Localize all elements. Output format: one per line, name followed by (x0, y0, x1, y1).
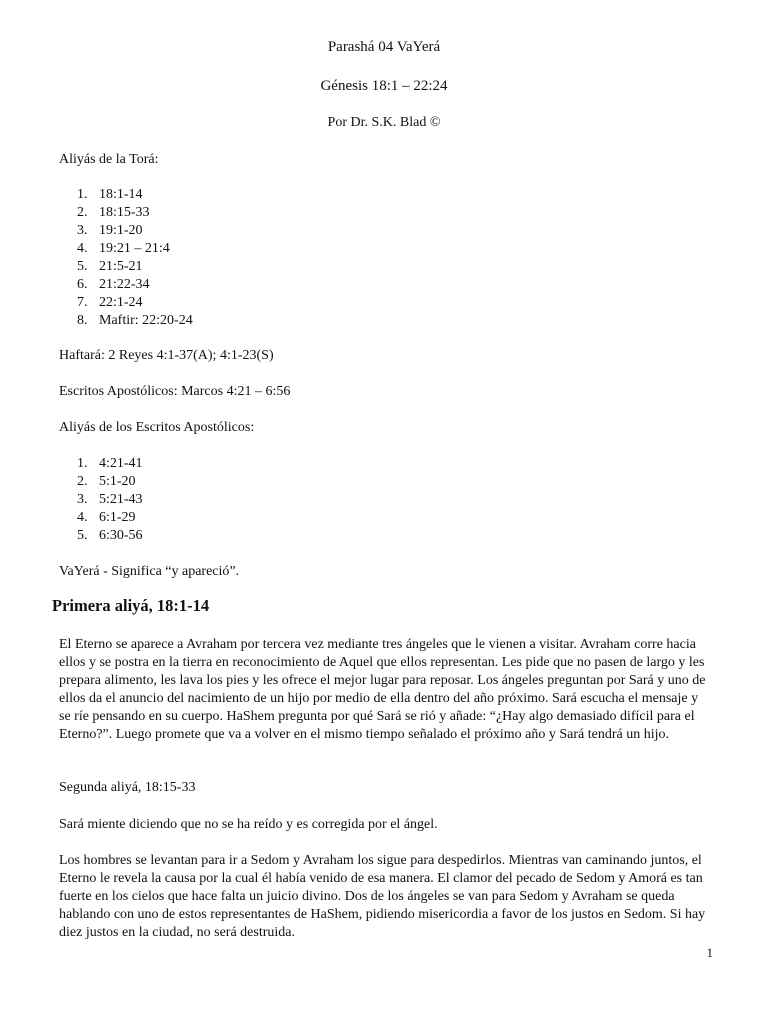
list-text: 4:21-41 (99, 456, 143, 471)
apostolic-aliyot-label: Aliyás de los Escritos Apostólicos: (59, 420, 255, 435)
list-number: 1. (77, 456, 88, 471)
page-number: 1 (706, 945, 713, 960)
list-text: 18:15-33 (99, 205, 150, 220)
list-text: 21:22-34 (99, 277, 150, 292)
author-line: Por Dr. S.K. Blad © (327, 115, 441, 130)
torah-aliyot-list (59, 186, 709, 330)
list-item (59, 258, 709, 276)
list-item (59, 204, 709, 222)
list-text: 5:1-20 (99, 474, 136, 489)
list-item (59, 491, 709, 509)
list-item (59, 186, 709, 204)
list-number: 8. (77, 313, 88, 328)
list-item (59, 312, 709, 330)
scripture-reference: Génesis 18:1 – 22:24 (320, 78, 448, 94)
section-paragraph: Sará miente diciendo que no se ha reído y es corregida por el ángel. (59, 817, 438, 832)
list-text: 18:1-14 (99, 187, 143, 202)
list-number: 4. (77, 510, 88, 525)
list-text: 19:21 – 21:4 (99, 241, 170, 256)
section-paragraph: El Eterno se aparece a Avraham por tercera vez mediante tres ángeles que le vienen a visitar. Avraham corre hacia ellos y se postra en la tierra en reconocimiento de Aquel que ellos representan. Les pide que no pasen de largo y les prepara alimento, les lava los pies y les ofrece el mejor lugar para reposar. Los ángeles preguntan por Sará y uno de ellos da el anuncio del nacimiento de un hijo por medio de ella dentro del año próximo. Sará escucha el mensaje y se ríe pensando en su cuerpo. HaShem pregunta por qué Sará se rió y añade: “¿Hay algo demasiado difícil para el Eterno?”. Luego promete que va a volver en el mismo tiempo señalado el próximo año y Sará tendrá un hijo. (59, 637, 706, 742)
list-number: 6. (77, 277, 88, 292)
list-number: 2. (77, 474, 88, 489)
apostolic-aliyot-list (59, 455, 709, 545)
list-number: 5. (77, 528, 88, 543)
list-text: 6:30-56 (99, 528, 143, 543)
torah-aliyot-label: Aliyás de la Torá: (59, 152, 159, 167)
list-text: 22:1-24 (99, 295, 143, 310)
list-item (59, 473, 709, 491)
list-item (59, 294, 709, 312)
list-number: 4. (77, 241, 88, 256)
list-text: 19:1-20 (99, 223, 143, 238)
list-item (59, 509, 709, 527)
section-heading-primera-aliya: Primera aliyá, 18:1-14 (52, 596, 210, 615)
list-number: 2. (77, 205, 88, 220)
list-item (59, 240, 709, 258)
list-number: 5. (77, 259, 88, 274)
list-text: Maftir: 22:20-24 (99, 313, 193, 328)
list-number: 3. (77, 492, 88, 507)
list-number: 7. (77, 295, 88, 310)
list-item (59, 455, 709, 473)
list-item (59, 222, 709, 240)
parasha-meaning: VaYerá - Significa “y apareció”. (59, 564, 240, 579)
haftara-line: Haftará: 2 Reyes 4:1-37(A); 4:1-23(S) (59, 348, 274, 363)
list-item (59, 276, 709, 294)
document-title: Parashá 04 VaYerá (327, 39, 441, 55)
section-paragraph: Los hombres se levantan para ir a Sedom y Avraham los sigue para despedirlos. Mientras van caminando juntos, el Eterno le revela la causa por la cual él había venido de esa manera. El clamor del pecado de Sedom y Amorá es tan fuerte en los cielos que hace falta un juicio divino. Dos de los ángeles se van para Sedom y Avraham se queda hablando con uno de estos representantes de HaShem, pidiendo misericordia a favor de los justos en Sedom. Si hay diez justos en la ciudad, no será destruida. (59, 853, 706, 940)
list-text: 6:1-29 (99, 510, 136, 525)
list-number: 1. (77, 187, 88, 202)
section-heading-segunda-aliya: Segunda aliyá, 18:15-33 (59, 780, 196, 795)
apostolic-writings-line: Escritos Apostólicos: Marcos 4:21 – 6:56 (59, 384, 291, 399)
list-item (59, 527, 709, 545)
list-number: 3. (77, 223, 88, 238)
list-text: 5:21-43 (99, 492, 143, 507)
list-text: 21:5-21 (99, 259, 143, 274)
